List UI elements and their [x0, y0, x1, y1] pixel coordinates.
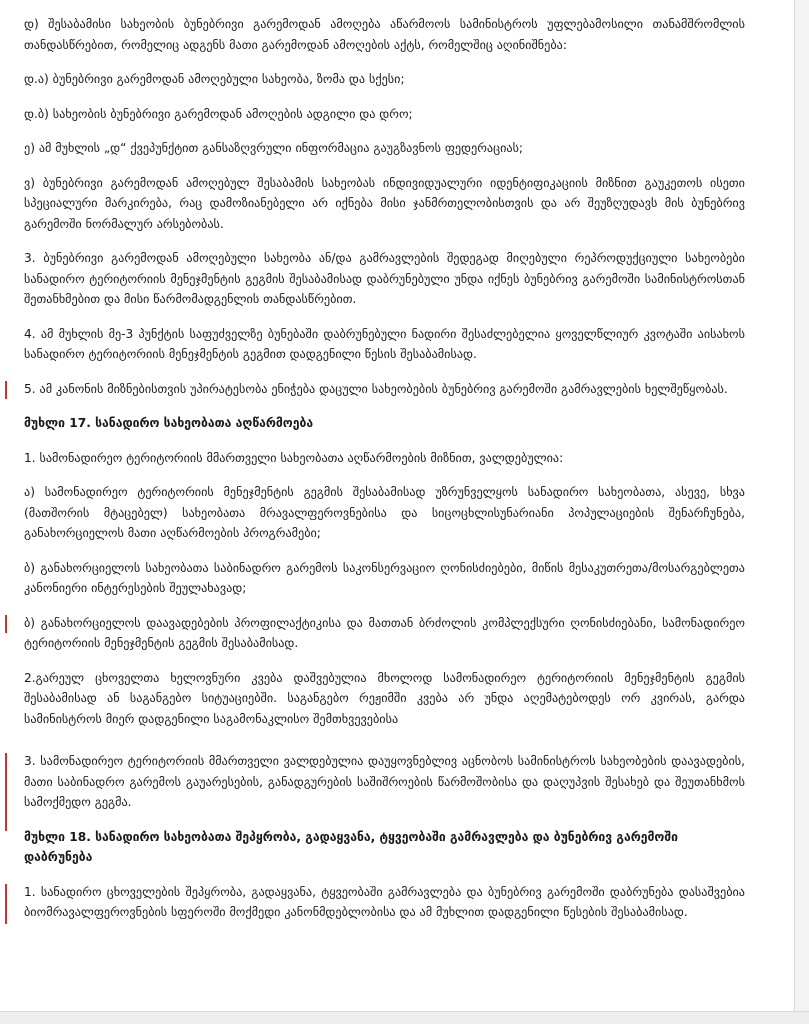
paragraph-4: 4. ამ მუხლის მე-3 პუნქტის საფუძველზე ბუნებაში დაბრუნებული ნადირი შესაძლებელია ყოველწლიურ კვოტაში აისახოს სანადირო ტერიტორიის მენეჯმენტის გეგმით დადგენილი წესის შესაბამისად.	[24, 326, 745, 361]
article-17-heading: მუხლი 17. სანადირო სახეობათა აღწარმოება	[24, 416, 314, 430]
article-17-para-b: ბ) განახორციელოს სახეობათა საბინადრო გარემოს საკონსერვაციო ღონისძიებები, მიწის მესაკუთრეთა/მოსარგებლეთა კანონიერი ინტერესების შეულახავად;	[24, 560, 745, 595]
change-marker	[5, 615, 7, 633]
change-marker	[5, 381, 7, 399]
paragraph-v: ვ) ბუნებრივი გარემოდან ამოღებულ შესაბამის სახეობას ინდივიდუალური იდენტიფიკაციის მიზნით გაუკეთოს ისეთი სპეციალური მარკირება, რაც დამოზიანებელი არ იქნება მისი ჯანმრთელობისთვის და არ შეუზღუდავს მის ბუნებრივ გარემოში ნორმალურ არსებობას.	[24, 175, 745, 231]
article-17-para-1: 1. სამონადირეო ტერიტორიის მმართველი სახეობათა აღწარმოების მიზნით, ვალდებულია:	[24, 450, 564, 465]
paragraph-e: ე) ამ მუხლის „დ“ ქვეპუნქტით განსაზღვრული ინფორმაცია გაუგზავნოს ფედერაციას;	[24, 141, 524, 155]
change-marker	[5, 753, 7, 831]
paragraph-d: დ) შესაბამისი სახეობის ბუნებრივი გარემოდან ამოღება აწარმოოს სამინისტროს უფლებამოსილი თანამშრომლის თანდასწრებით, რომელიც ადგენს მათი გარემოდან ამოღების აქტს, რომელშიც აღინიშნება:	[24, 17, 745, 52]
article-17-para-b2-block	[24, 613, 745, 654]
vertical-scrollbar[interactable]	[794, 0, 809, 1024]
change-marker	[5, 884, 7, 924]
article-17-para-3: 3. სამონადირეო ტერიტორიის მმართველი ვალდებულია დაუყოვნებლივ აცნობოს სამინისტროს სახეობების დაავადების, მათი საბინადრო გარემოს გაუარესების, განადგურების საშიშროების წარმოშობისა და დაღუპვის შესახებ და შეუთანხმოს სამოქმედო გეგმა.	[24, 754, 745, 809]
article-18-para-1-block	[24, 882, 745, 923]
paragraph-5-block	[24, 379, 745, 400]
article-18-para-1: 1. სანადირო ცხოველების შეპყრობა, გადაყვანა, ტყვეობაში გამრავლება და ბუნებრივ გარემოში დაბრუნება დასაშვებია ბიომრავალფეროვნების სფეროში მოქმედი კანონმდებლობისა და ამ მუხლით დადგენილი წესების შესაბამისად.	[24, 884, 745, 919]
paragraph-d-b: დ.ბ) სახეობის ბუნებრივი გარემოდან ამოღების ადგილი და დრო;	[24, 106, 413, 121]
article-17-para-2: 2.გარეულ ცხოველთა ხელოვნური კვება დაშვებულია მხოლოდ სამონადირეო ტერიტორიის მენეჯმენტის გეგმის შესაბამისად ან საგანგებო სიტუაციებში. საგანგებო რეჟიმში კვება არ უნდა აღემატებოდეს ორ კვირას, გარდა სამინისტროს მიერ დადგენილი საგამონაკლისო შემთხვევებისა	[24, 670, 745, 726]
document-body	[24, 14, 745, 937]
article-17-para-a: ა) სამონადირეო ტერიტორიის მენეჯმენტის გეგმის შესაბამისად უზრუნველყოს სანადირო სახეობათა, ასევე, სხვა (მათშორის მტაცებელ) სახეობათა მრავალფეროვნებისა და სიცოცხლისუნარიანი პოპულაციების შენარჩუნება, განახორციელოს მათი აღწარმოების პროგრამები;	[24, 485, 745, 540]
article-17-para-b2: ბ) განახორციელოს დაავადებების პროფილაქტიკისა და მათთან ბრძოლის კომპლექსური ღონისძიებანი, სამონადირეო ტერიტორიის მენეჯმენტის გეგმის შესაბამისად.	[24, 615, 745, 650]
horizontal-scrollbar[interactable]	[0, 1011, 809, 1024]
paragraph-d-a: დ.ა) ბუნებრივი გარემოდან ამოღებული სახეობა, ზომა და სქესი;	[24, 72, 405, 86]
article-17-para-3-block	[24, 751, 745, 813]
paragraph-5: 5. ამ კანონის მიზნებისთვის უპირატესობა ენიჭება დაცული სახეობების ბუნებრივ გარემოში გამრავლების ხელშეწყობას.	[24, 381, 728, 396]
paragraph-3: 3. ბუნებრივი გარემოდან ამოღებული სახეობა ან/და გამრავლების შედეგად მიღებული რეპროდუქციული სახეობები სანადირო ტერიტორიის მენეჯმენტის გეგმის შესაბამისად დაბრუნებული უნდა იქნეს ბუნებრივ გარემოში სამინისტროსთან შეთანხმებით და მისი წარმომადგენლის თანდასწრებით.	[24, 251, 745, 306]
article-18-heading: მუხლი 18. სანადირო სახეობათა შეპყრობა, გადაყვანა, ტყვეობაში გამრავლება და ბუნებრივ გარემოში დაბრუნება	[24, 829, 678, 864]
